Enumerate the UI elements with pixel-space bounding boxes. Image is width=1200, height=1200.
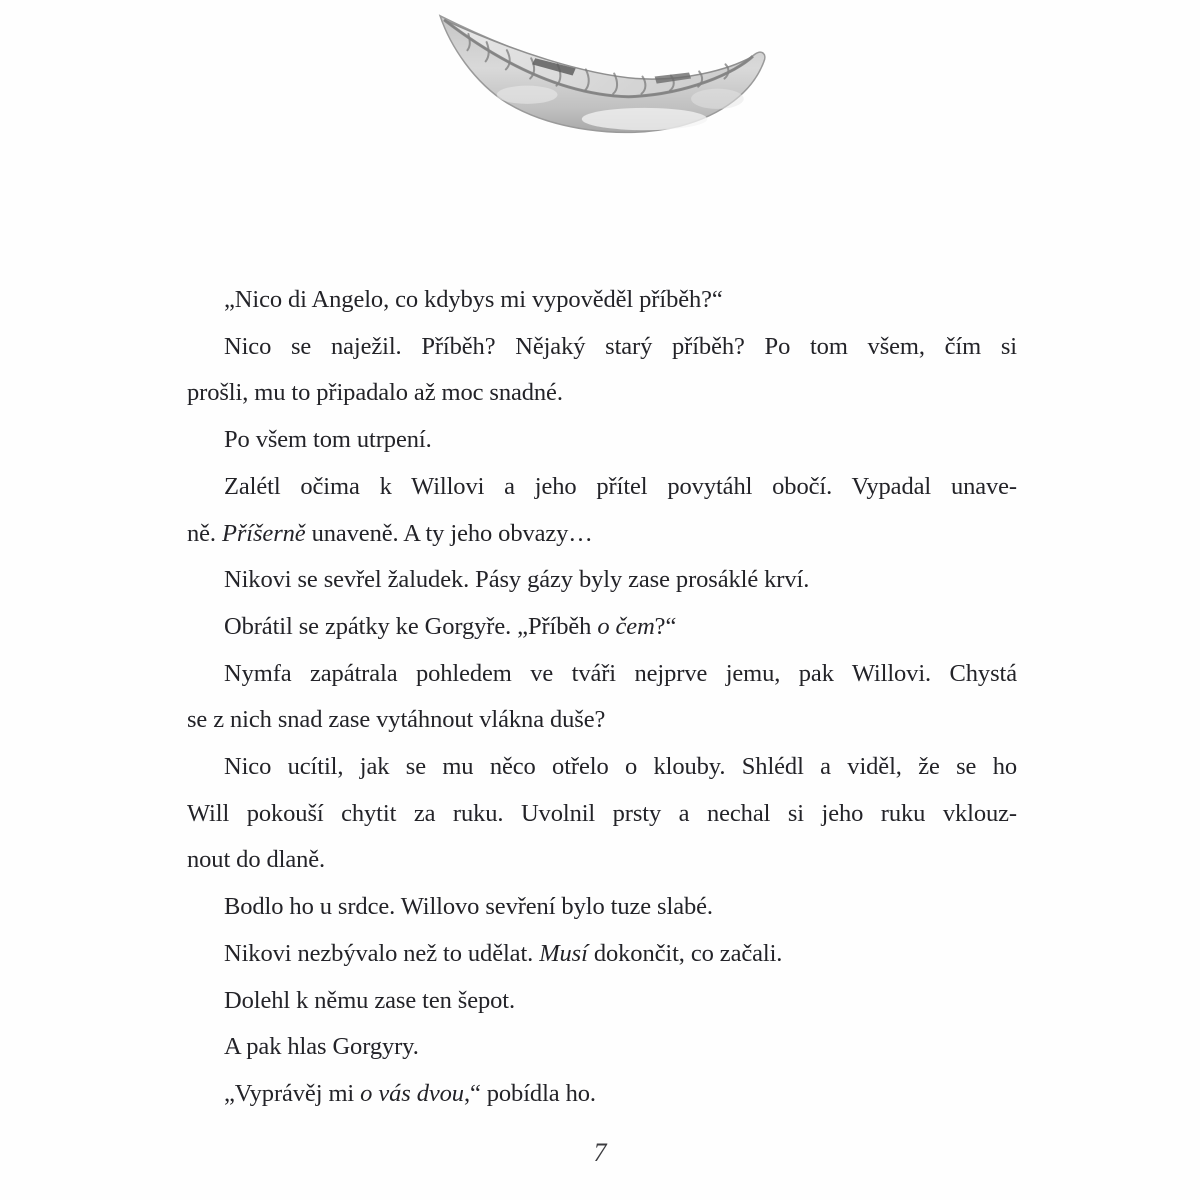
text-line: Bodlo ho u srdce. Willovo sevření bylo tuze slabé. <box>224 893 713 921</box>
text-line: A pak hlas Gorgyry. <box>224 1033 419 1061</box>
text-line: ně. Příšerně unaveně. A ty jeho obvazy… <box>187 519 593 547</box>
text-line: prošli, mu to připadalo až moc snadné. <box>187 379 563 407</box>
text-line: „Nico di Angelo, co kdybys mi vypověděl příběh?“ <box>224 286 723 313</box>
text-line: Will pokouší chytit za ruku. Uvolnil prsty a nechal si jeho ruku vklouz- <box>187 799 1017 827</box>
canoe-icon <box>434 4 768 144</box>
text-line: Nikovi se sevřel žaludek. Pásy gázy byly zase prosáklé krví. <box>224 566 810 594</box>
page-number: 7 <box>593 1138 607 1167</box>
text-line: se z nich snad zase vytáhnout vlákna duše? <box>187 706 606 734</box>
text-line: Dolehl k němu zase ten šepot. <box>224 986 516 1014</box>
text-line: Po všem tom utrpení. <box>224 426 432 454</box>
text-line: nout do dlaně. <box>187 846 326 874</box>
text-line: Obrátil se zpátky ke Gorgyře. „Příběh o čem?“ <box>224 612 677 640</box>
book-text <box>187 277 1017 1118</box>
text-line: Zalétl očima k Willovi a jeho přítel povytáhl obočí. Vypadal unave- <box>224 472 1017 500</box>
canoe-illustration <box>434 4 768 144</box>
text-line: Nymfa zapátrala pohledem ve tváři nejprve jemu, pak Willovi. Chystá <box>224 659 1017 687</box>
text-line: Nico se naježil. Příběh? Nějaký starý příběh? Po tom všem, čím si <box>224 332 1017 360</box>
text-line: Nikovi nezbývalo než to udělat. Musí dokončit, co začali. <box>224 939 783 967</box>
text-line: Nico ucítil, jak se mu něco otřelo o klouby. Shlédl a viděl, že se ho <box>224 753 1017 781</box>
text-line: „Vyprávěj mi o vás dvou,“ pobídla ho. <box>224 1079 596 1107</box>
